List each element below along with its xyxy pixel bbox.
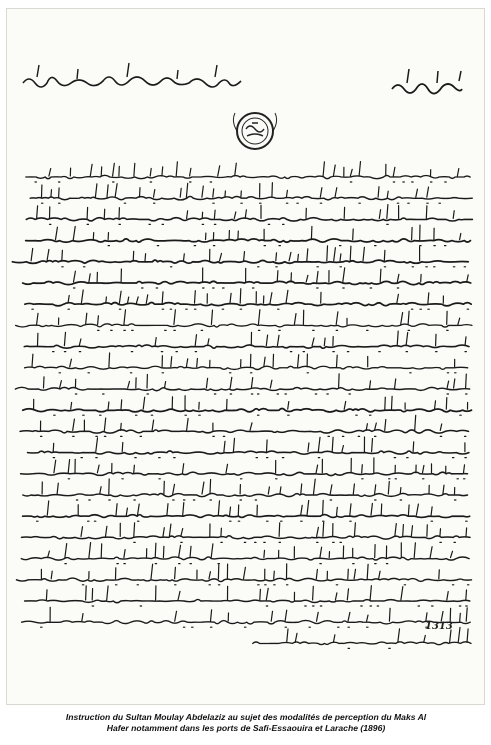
script-line bbox=[16, 324, 472, 327]
script-line bbox=[23, 515, 470, 518]
caption bbox=[10, 712, 482, 734]
script-strokes bbox=[31, 246, 466, 267]
script-strokes bbox=[37, 205, 455, 225]
script-line bbox=[25, 599, 470, 602]
script-line bbox=[23, 281, 471, 284]
script-strokes bbox=[46, 586, 467, 606]
manuscript-scan bbox=[6, 8, 485, 705]
script-line bbox=[28, 451, 469, 454]
script-line bbox=[253, 642, 471, 645]
script-line bbox=[23, 409, 472, 412]
script-line bbox=[24, 345, 469, 348]
invocation-right bbox=[392, 69, 462, 94]
script-line bbox=[26, 175, 470, 178]
caption-line-1: Instruction du Sultan Moulay Abdelaziz au sujet des modalités de perception du Maks Al bbox=[65, 712, 427, 722]
script-strokes bbox=[53, 437, 466, 458]
script-strokes bbox=[54, 458, 465, 479]
script-strokes bbox=[38, 331, 467, 352]
script-line bbox=[25, 366, 468, 369]
script-line bbox=[30, 196, 472, 200]
script-line bbox=[20, 430, 468, 433]
script-strokes bbox=[48, 543, 453, 564]
seal-icon bbox=[233, 113, 276, 149]
invocation-left bbox=[23, 63, 241, 87]
page-marker: 1313 bbox=[425, 621, 453, 632]
script-strokes bbox=[56, 225, 461, 246]
script-strokes bbox=[35, 162, 459, 182]
handwritten-arabic-text bbox=[7, 9, 486, 706]
script-strokes bbox=[44, 374, 468, 394]
script-strokes bbox=[32, 289, 469, 310]
script-strokes bbox=[37, 500, 468, 521]
script-line bbox=[15, 387, 469, 390]
script-strokes bbox=[41, 564, 469, 585]
script-line bbox=[21, 472, 468, 475]
script-strokes bbox=[41, 415, 466, 436]
script-strokes bbox=[81, 522, 467, 542]
caption-line-2: Hafer notamment dans les ports de Safi-Essaouira et Larache (1896) bbox=[106, 723, 386, 733]
script-line bbox=[25, 303, 471, 306]
script-strokes bbox=[74, 268, 469, 288]
script-line bbox=[26, 239, 471, 242]
script-strokes bbox=[41, 607, 468, 627]
script-strokes bbox=[32, 353, 456, 373]
script-line bbox=[22, 620, 471, 624]
script-line bbox=[12, 260, 468, 263]
script-line bbox=[26, 218, 472, 221]
